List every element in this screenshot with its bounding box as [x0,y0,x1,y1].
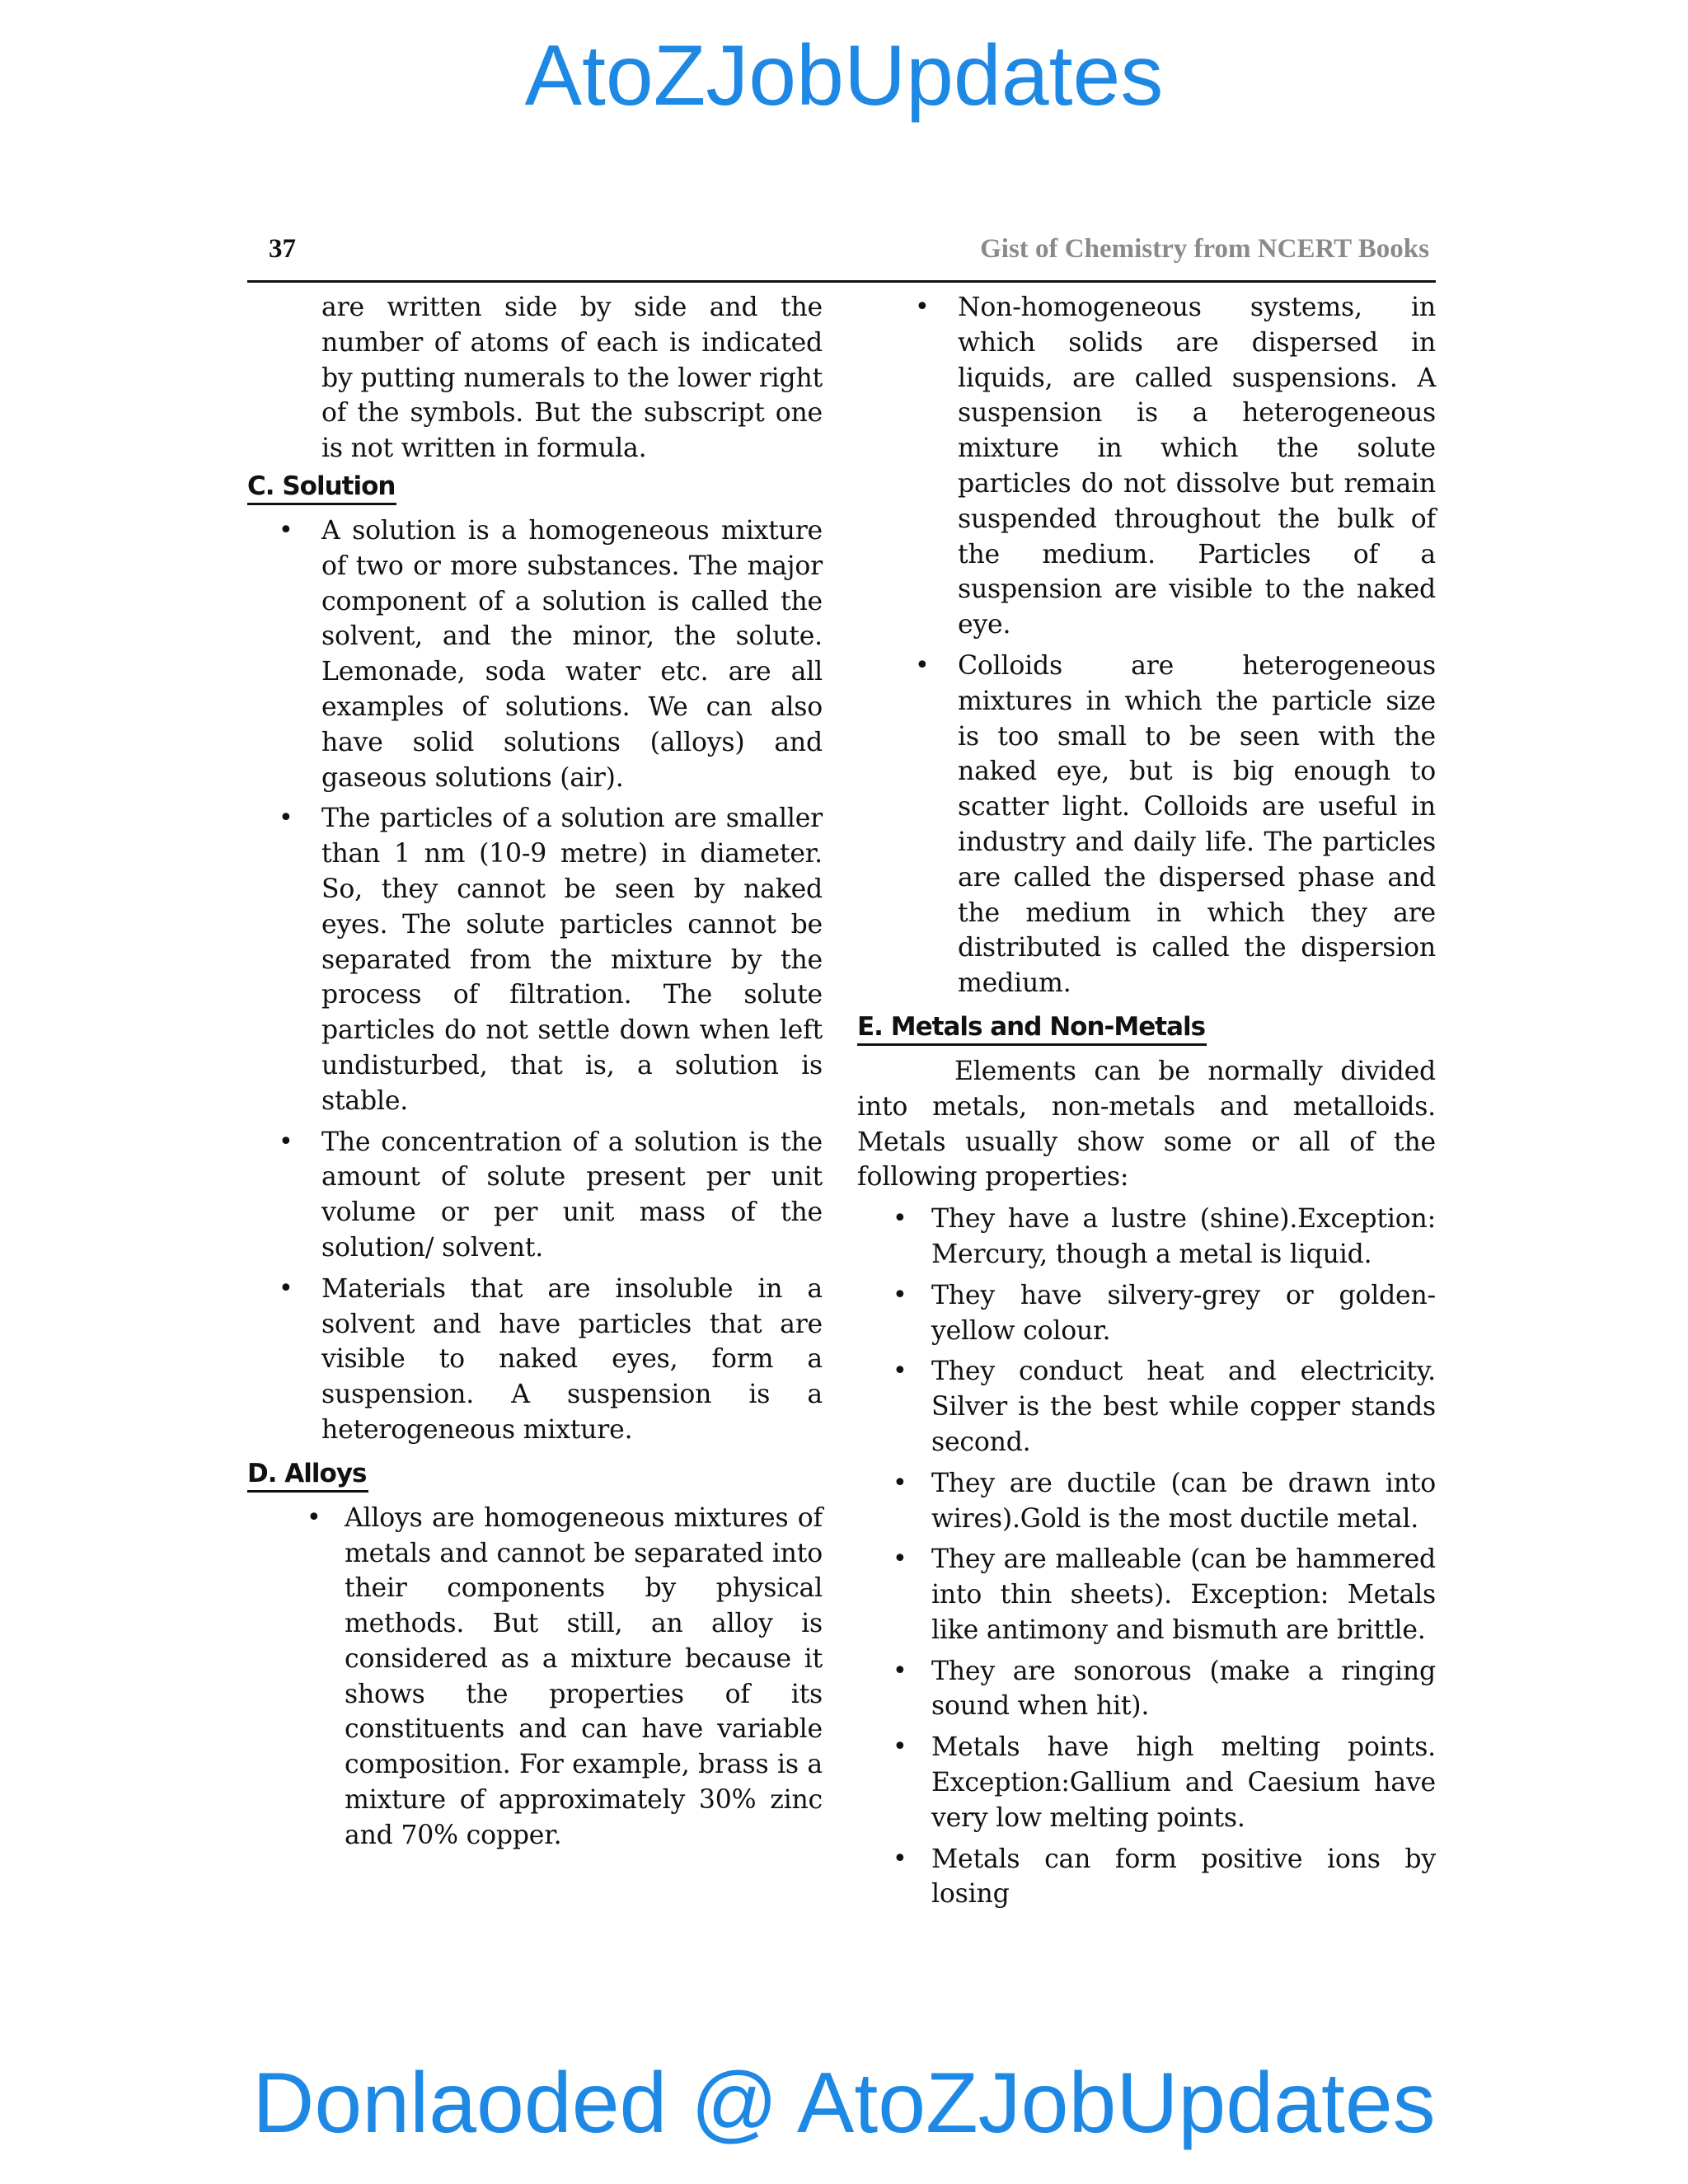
bullet-icon: • [279,515,293,545]
bullet-icon: • [915,650,930,680]
list-item: • They have a lustre (shine).Exception: Mercury, though a metal is liquid. [857,1202,1436,1272]
list-item: • A solution is a homogeneous mixture of two or more substances. The major component of a solution is called the solvent, and the minor, the solute. Lemonade, soda water etc. are all examples of solutions. We can also have solid solutions (alloys) and gaseous solutions (air). [247,513,823,795]
bullet-icon: • [893,1656,907,1685]
list-item: • Non-homogeneous systems, in which solids are dispersed in liquids, are called suspensions. A suspension is a heterogeneous mixture in which the solute particles do not dissolve but remain suspended throughout the bulk of the medium. Particles of a suspension are visible to the naked eye. [857,290,1436,643]
bullet-icon: • [893,1544,907,1574]
bullet-icon: • [893,1468,907,1497]
bullet-icon: • [893,1204,907,1234]
bullet-icon: • [893,1844,907,1873]
list-item: • Colloids are heterogeneous mixtures in which the particle size is too small to be seen with the naked eye, but is big enough to scatter light. Colloids are useful in industry and daily life. The particles are called the dispersed phase and the medium in which they are distributed is called the dispersion medium. [857,649,1436,1001]
bullet-icon: • [893,1357,907,1386]
bullet-icon: • [307,1502,321,1532]
bullet-icon: • [279,1273,293,1303]
list-item: • Metals can form positive ions by losing [857,1842,1436,1913]
alloys-bullet-list [247,1501,823,1854]
list-item: • The particles of a solution are smaller than 1 nm (10-9 metre) in diameter. So, they cannot be seen by naked eyes. The solute particles cannot be separated from the mixture by the process of filtration. The solute particles do not settle down when left undisturbed, that is, a solution is stable. [247,801,823,1118]
watermark-bottom: Donlaoded @ AtoZJobUpdates [252,2055,1436,2151]
list-item: • They are ductile (can be drawn into wires).Gold is the most ductile metal. [857,1466,1436,1537]
section-heading-alloys: D. Alloys [247,1457,368,1493]
bullet-icon: • [279,1127,293,1156]
list-item: • The concentration of a solution is the amount of solute present per unit volume or per unit mass of the solution/ solvent. [247,1125,823,1266]
list-item: • They are malleable (can be hammered into thin sheets). Exception: Metals like antimony and bismuth are brittle. [857,1542,1436,1647]
suspension-colloid-bullet-list [857,290,1436,1001]
metals-intro-paragraph: Elements can be normally divided into metals, non-metals and metalloids. Metals usually show some or all of the following properties: [857,1056,1436,1193]
bullet-icon: • [893,1732,907,1762]
page-header [247,232,1436,283]
list-item: • They conduct heat and electricity. Silver is the best while copper stands second. [857,1354,1436,1460]
list-item: • They are sonorous (make a ringing sound when hit). [857,1654,1436,1725]
list-item: • Metals have high melting points. Exception:Gallium and Caesium have very low melting points. [857,1730,1436,1835]
bullet-icon: • [893,1280,907,1310]
page-number: 37 [269,234,296,264]
right-column [857,290,1436,1918]
left-column [247,290,823,1859]
section-heading-solution: C. Solution [247,470,396,505]
book-title: Gist of Chemistry from NCERT Books [980,234,1429,264]
list-item: • They have silvery-grey or golden-yellow colour. [857,1278,1436,1349]
metals-properties-list [857,1202,1436,1912]
continuation-paragraph: are written side by side and the number of atoms of each is indicated by putting numerals to the lower right of the symbols. But the subscript one is not written in formula. [321,293,823,464]
section-heading-metals: E. Metals and Non-Metals [857,1010,1207,1046]
bullet-icon: • [915,293,930,321]
bullet-icon: • [279,804,293,833]
watermark-top: AtoZJobUpdates [524,28,1164,124]
solution-bullet-list [247,513,823,1448]
list-item: • Materials that are insoluble in a solvent and have particles that are visible to naked eyes, form a suspension. A suspension is a heterogeneous mixture. [247,1272,823,1448]
list-item: • Alloys are homogeneous mixtures of metals and cannot be separated into their components by physical methods. But still, an alloy is considered as a mixture because it shows the properties of its constituents and can have variable composition. For example, brass is a mixture of approximately 30% zinc and 70% copper. [247,1501,823,1854]
